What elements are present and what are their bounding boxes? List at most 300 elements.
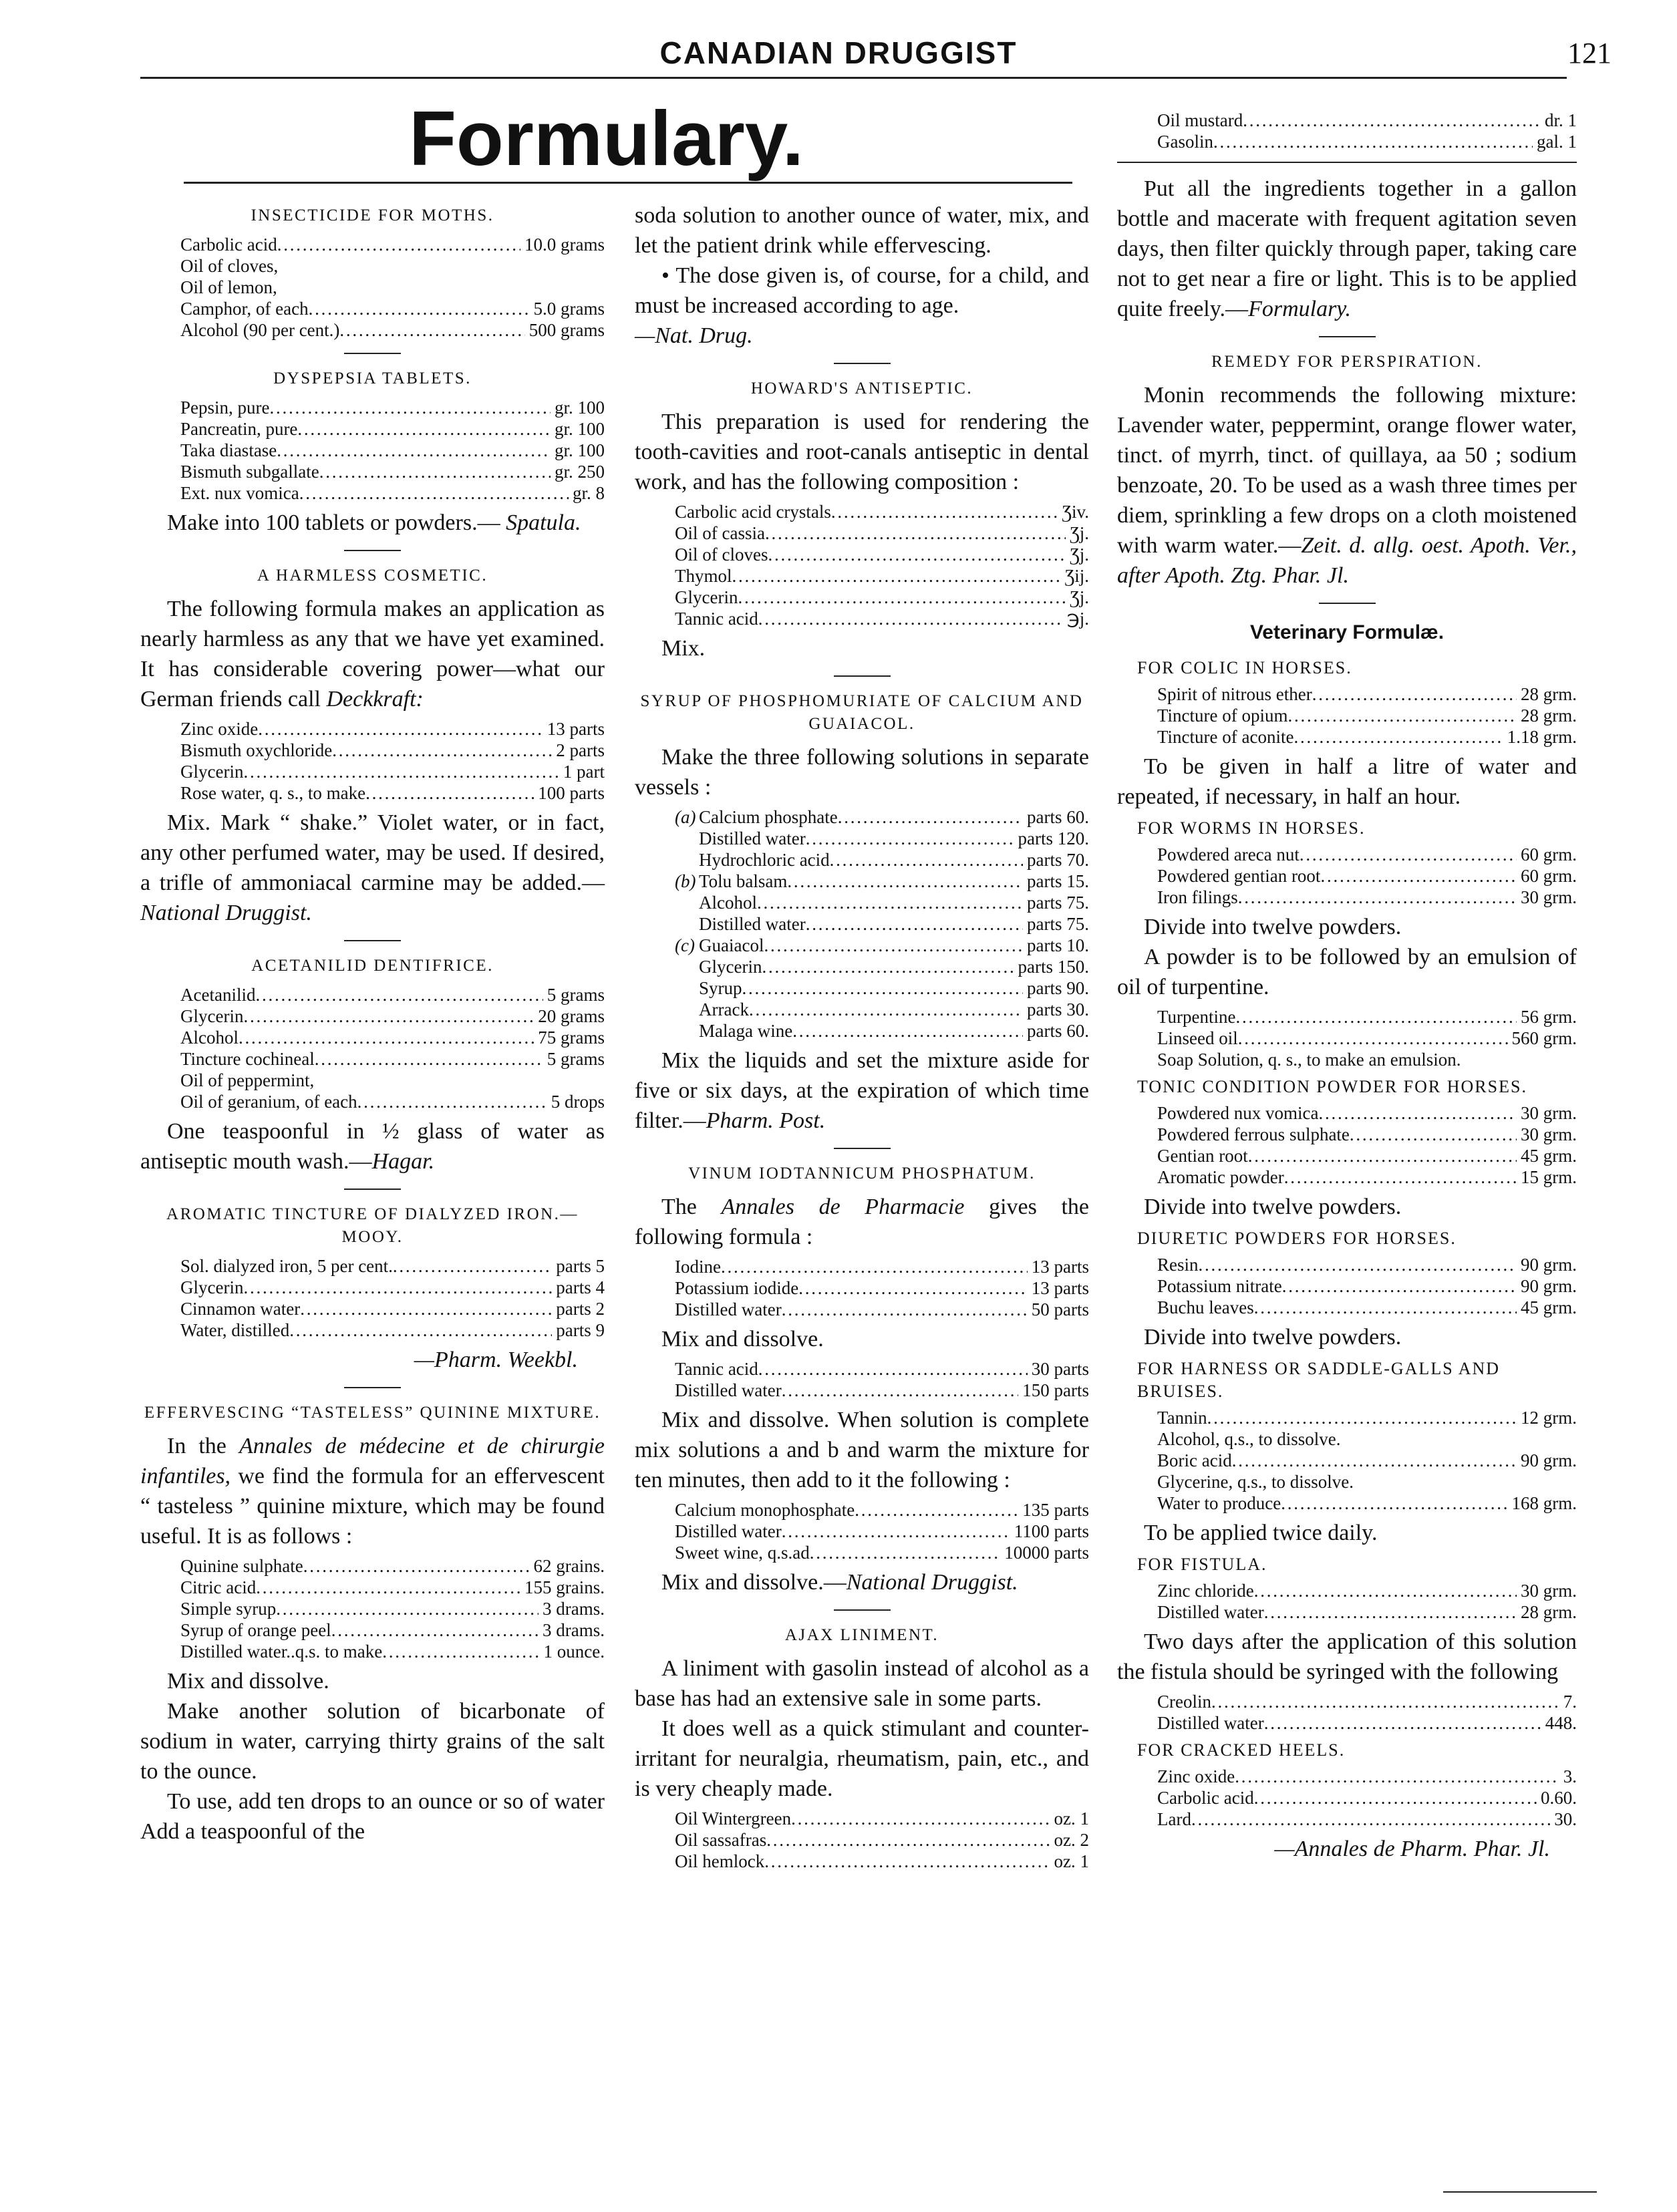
ingredient-name: Potassium nitrate (1157, 1276, 1282, 1296)
recipe-line (1157, 1471, 1577, 1492)
ingredient-amount: 5.0 grams (533, 299, 605, 319)
ingredient-amount: 20 grams (538, 1006, 605, 1026)
recipe-line (180, 761, 605, 782)
ingredient-name: Alcohol (699, 893, 757, 913)
leader-dots (1232, 1450, 1517, 1471)
leader-dots (732, 565, 1061, 587)
leader-dots (738, 587, 1066, 608)
ingredient-name: Powdered nux vomica (1157, 1103, 1319, 1123)
ingredient-name: Powdered ferrous sulphate (1157, 1124, 1350, 1144)
ingredient-name: Distilled water..q.s. to make (180, 1641, 383, 1662)
recipe-line (180, 1619, 605, 1641)
recipe-line (180, 782, 605, 804)
ingredient-name: Sol. dialyzed iron, 5 per cent. (180, 1256, 393, 1276)
syrup-text: Make the three following solutions in separate vessels : (635, 745, 1089, 800)
leader-dots (1288, 705, 1517, 726)
recipe-line (675, 522, 1089, 544)
ingredient-name: Distilled water (675, 1299, 782, 1319)
ingredient-name: Syrup of orange peel (180, 1620, 331, 1640)
ingredient-name: Acetanilid (180, 985, 256, 1005)
ingredient-name: Tincture of opium (1157, 705, 1288, 726)
recipe-line (675, 501, 1089, 522)
separator (344, 353, 401, 354)
leader-dots (782, 1521, 1010, 1542)
recipe-line (1157, 705, 1577, 726)
vinum-text-2: Mix and dissolve. When solution is complete mix solutions a and b and warm the mixture for ten minutes, then add to it the following : (635, 1408, 1089, 1492)
ingredient-name: Distilled water (699, 828, 806, 848)
ingredient-amount: 5 drops (551, 1092, 605, 1112)
leader-dots (1243, 110, 1541, 131)
recipe-line (675, 1499, 1089, 1521)
recipe-line (675, 913, 1089, 935)
recipe-line (675, 999, 1089, 1020)
ingredient-name: Carbolic acid (1157, 1788, 1254, 1808)
ingredient-amount: 500 grams (528, 320, 605, 340)
recipe-group-label: (b) (675, 871, 696, 891)
leader-dots (1281, 1492, 1507, 1514)
recipe-line (1157, 1028, 1577, 1049)
ingredient-amount: 5 grams (547, 985, 605, 1005)
recipe-line (675, 871, 1089, 892)
ingredient-name: Oil of cassia (675, 523, 765, 543)
ingredient-amount: oz. 2 (1054, 1830, 1089, 1850)
recipe-line (180, 1048, 605, 1070)
recipe-line (1157, 110, 1577, 131)
page-number: 121 (1567, 37, 1612, 69)
recipe-line (1157, 1601, 1577, 1623)
ingredient-amount: 1 ounce. (543, 1641, 605, 1662)
ingredient-amount: Ʒij. (1064, 566, 1089, 586)
recipe-line (1157, 1428, 1577, 1450)
leader-dots (339, 319, 524, 341)
ingredient-amount: parts 150. (1018, 957, 1089, 977)
dentifrice-text: One teaspoonful in ½ glass of water as antiseptic mouth wash.—Hagar. (140, 1119, 605, 1174)
heels-source: —Annales de Pharm. Phar. Jl. (1274, 1837, 1550, 1861)
separator (344, 1387, 401, 1388)
recipe-line (180, 1319, 605, 1341)
ingredient-name: Rose water, q. s., to make (180, 783, 366, 803)
ingredient-name: Oil of geranium, of each (180, 1092, 357, 1112)
ingredient-name: Guaiacol (699, 935, 764, 955)
leader-dots (1293, 726, 1503, 748)
ingredient-name: Distilled water (699, 914, 806, 934)
recipe-line (180, 1027, 605, 1048)
recipe-line (180, 1255, 605, 1277)
ingredient-name: Bismuth oxychloride (180, 740, 333, 760)
ingredient-amount: parts 60. (1027, 807, 1089, 827)
ingredient-amount: 45 grm. (1521, 1297, 1577, 1317)
ingredient-amount: parts 120. (1018, 828, 1089, 848)
ingredient-name: Water to produce (1157, 1493, 1281, 1513)
recipe-line (180, 298, 605, 319)
leader-dots (757, 892, 1023, 913)
recipe-line (675, 1542, 1089, 1563)
recipe-diuretic (1117, 1254, 1577, 1318)
ingredient-amount: parts 30. (1027, 999, 1089, 1019)
recipe-line (1157, 1766, 1577, 1787)
quinine-text-1: Mix and dissolve. (167, 1669, 329, 1694)
recipe-line (180, 740, 605, 761)
recipe-line (1157, 1006, 1577, 1028)
ingredient-amount: parts 75. (1027, 893, 1089, 913)
ingredient-amount: 448. (1545, 1713, 1577, 1733)
ingredient-name: Taka diastase (180, 440, 277, 460)
ingredient-amount: gr. 100 (554, 419, 605, 439)
recipe-line (180, 482, 605, 504)
ingredient-name: Turpentine (1157, 1007, 1236, 1027)
heading-quinine: EFFERVESCING “TASTELESS” QUININE MIXTURE. (144, 1404, 601, 1422)
ingredient-name: Iodine (675, 1257, 721, 1277)
leader-dots (765, 522, 1066, 544)
ingredient-amount: 3 drams. (543, 1599, 605, 1619)
ingredient-amount: 13 parts (547, 719, 605, 739)
heading-cosmetic: A HARMLESS COSMETIC. (257, 567, 488, 585)
leader-dots (1207, 1407, 1517, 1428)
diuretic-text: Divide into twelve powders. (1144, 1325, 1402, 1350)
separator (834, 1148, 891, 1149)
separator (1319, 603, 1376, 604)
quinine-continued: soda solution to another ounce of water, mix, and let the patient drink while effervescing. (635, 203, 1089, 258)
heading-dyspepsia: DYSPEPSIA TABLETS. (273, 369, 472, 387)
heading-fistula: FOR FISTULA. (1137, 1555, 1267, 1574)
recipe-line (180, 1277, 605, 1298)
recipe-line (1157, 131, 1577, 152)
heading-moths: INSECTICIDE FOR MOTHS. (251, 206, 494, 224)
recipe-line (675, 608, 1089, 629)
ingredient-amount: 10.0 grams (524, 234, 605, 255)
recipe-ajax-continued (1117, 110, 1577, 152)
leader-dots (258, 718, 543, 740)
leader-dots (1264, 1712, 1541, 1734)
column-1 (140, 200, 605, 1847)
recipe-line (675, 977, 1089, 999)
ingredient-name: Syrup (699, 978, 742, 998)
recipe-group-label: (c) (675, 935, 695, 955)
ajax-directions: Put all the ingredients together in a gallon bottle and macerate with frequent agitation seven days, then filter quickly through paper, taking care not to get near a fire or light. This is to be applied quite freely.—Formulary. (1117, 176, 1577, 321)
ingredient-name: Oil Wintergreen (675, 1808, 792, 1829)
recipe-line (1157, 683, 1577, 705)
leader-dots (830, 849, 1023, 871)
ingredient-amount: oz. 1 (1054, 1851, 1089, 1871)
recipe-line (1157, 1407, 1577, 1428)
recipe-fistula-2 (1117, 1691, 1577, 1734)
heading-worms: FOR WORMS IN HORSES. (1137, 818, 1366, 838)
recipe-worms (1117, 844, 1577, 908)
recipe-line (1157, 726, 1577, 748)
ingredient-name: Glycerin (180, 1277, 244, 1297)
leader-dots (1236, 1006, 1517, 1028)
leader-dots (300, 1298, 552, 1319)
recipe-line (1157, 1492, 1577, 1514)
recipe-line (180, 1091, 605, 1112)
recipe-line (180, 234, 605, 255)
leader-dots (277, 234, 520, 255)
ingredient-name: Alcohol (180, 1028, 239, 1048)
ingredient-amount: Ʒj. (1070, 587, 1089, 607)
ingredient-amount: 90 grm. (1521, 1255, 1577, 1275)
leader-dots (319, 461, 551, 482)
ingredient-name: Zinc oxide (180, 719, 259, 739)
syrup-group-a (675, 806, 1089, 871)
leader-dots (332, 740, 552, 761)
ingredient-name: Powdered areca nut (1157, 844, 1300, 864)
recipe-line (1157, 1049, 1577, 1070)
ingredient-amount: 30 grm. (1521, 887, 1577, 907)
heading-syrup: SYRUP OF PHOSPHOMURIATE OF CALCIUM AND GUAIACOL. (640, 692, 1084, 733)
recipe-vinum-3 (635, 1499, 1089, 1563)
leader-dots (243, 1277, 552, 1298)
ingredient-name: Hydrochloric acid (699, 850, 830, 870)
recipe-line (1157, 844, 1577, 865)
ingredient-amount: 135 parts (1022, 1500, 1089, 1520)
ajax-text-1: A liniment with gasolin instead of alcohol as a base has had an extensive sale in some parts. (635, 1656, 1089, 1711)
ingredient-amount: 2 parts (556, 740, 605, 760)
recipe-quinine (140, 1555, 605, 1662)
leader-dots (1238, 887, 1517, 908)
leader-dots (1300, 844, 1517, 865)
vinum-intro: The Annales de Pharmacie gives the following formula : (635, 1195, 1090, 1249)
recipe-line (675, 587, 1089, 608)
ingredient-name: Calcium phosphate (699, 807, 838, 827)
quinine-intro: In the Annales de médecine et de chirurgie infantiles, we find the formula for an effervescent “ tasteless ” quinine mixture, which may be found useful. It is as follows : (140, 1434, 605, 1549)
ingredient-amount: parts 90. (1027, 978, 1089, 998)
leader-dots (303, 1555, 530, 1577)
recipe-dyspepsia (140, 397, 605, 504)
recipe-line (180, 1555, 605, 1577)
leader-dots (1282, 1275, 1517, 1297)
recipe-line (675, 1358, 1089, 1380)
ingredient-name: Potassium iodide (675, 1278, 799, 1298)
footer-rule (1443, 2191, 1597, 2193)
ingredient-amount: 90 grm. (1521, 1276, 1577, 1296)
recipe-line (180, 277, 605, 298)
heading-perspiration: REMEDY FOR PERSPIRATION. (1211, 353, 1483, 371)
cosmetic-intro: The following formula makes an application as nearly harmless as any that we have yet examined. It has considerable covering power—what our German friends call Deckkraft: (140, 597, 605, 712)
ingredient-amount: 0.60. (1541, 1788, 1577, 1808)
leader-dots (721, 1256, 1028, 1277)
ingredient-name: Oil of cloves, (180, 256, 279, 276)
title-rule (184, 182, 1072, 184)
separator (834, 675, 891, 677)
leader-dots (331, 1619, 539, 1641)
ingredient-amount: 5 grams (547, 1049, 605, 1069)
harness-text: To be applied twice daily. (1144, 1521, 1378, 1545)
ingredient-amount: 30 parts (1031, 1359, 1089, 1379)
ingredient-amount: 100 parts (538, 783, 605, 803)
ingredient-amount: gr. 8 (572, 483, 605, 503)
leader-dots (1199, 1254, 1517, 1275)
ingredient-amount: 1 part (563, 762, 605, 782)
ingredient-amount: gr. 250 (554, 462, 605, 482)
leader-dots (742, 977, 1024, 999)
ingredient-amount: 28 grm. (1521, 684, 1577, 704)
leader-dots (758, 1358, 1028, 1380)
leader-dots (749, 999, 1023, 1020)
recipe-line (675, 1829, 1089, 1851)
recipe-group-label (675, 999, 699, 1020)
recipe-line (180, 440, 605, 461)
recipe-line (180, 1598, 605, 1619)
recipe-group-label (675, 1020, 699, 1042)
recipe-group-label (675, 956, 699, 977)
ingredient-amount: 15 grm. (1521, 1167, 1577, 1187)
separator (1319, 336, 1376, 337)
ingredient-name: Resin (1157, 1255, 1199, 1275)
ingredient-amount: 75 grams (538, 1028, 605, 1048)
ingredient-name: Glycerin (699, 957, 762, 977)
ingredient-name: Glycerin (180, 1006, 244, 1026)
recipe-tonic (1117, 1102, 1577, 1188)
ingredient-amount: 155 grains. (524, 1577, 605, 1597)
ingredient-name: Oil mustard (1157, 110, 1243, 130)
page-title: Formulary. (409, 95, 804, 182)
heading-veterinary: Veterinary Formulæ. (1249, 621, 1444, 643)
recipe-group-label (675, 913, 699, 935)
vinum-text-1: Mix and dissolve. (661, 1327, 824, 1352)
leader-dots (289, 1319, 552, 1341)
ingredient-name: Distilled water (1157, 1602, 1264, 1622)
fistula-text: Two days after the application of this solution the fistula should be syringed with the following (1117, 1629, 1577, 1684)
leader-dots (382, 1641, 539, 1662)
ingredient-amount: 1.18 grm. (1507, 727, 1577, 747)
leader-dots (1238, 1028, 1508, 1049)
leader-dots (1254, 1580, 1517, 1601)
leader-dots (766, 1829, 1050, 1851)
ingredient-name: Tincture of aconite (1157, 727, 1294, 747)
recipe-group-label (675, 892, 699, 913)
ingredient-amount: 12 grm. (1521, 1408, 1577, 1428)
ingredient-amount: parts 5 (556, 1256, 605, 1276)
ingredient-amount: 30 grm. (1521, 1581, 1577, 1601)
ingredient-name: Zinc chloride (1157, 1581, 1254, 1601)
leader-dots (255, 984, 543, 1005)
recipe-line (675, 828, 1089, 849)
ingredient-name: Glycerin (180, 762, 244, 782)
heading-vinum: VINUM IODTANNICUM PHOSPHATUM. (688, 1164, 1036, 1182)
recipe-line (1157, 1787, 1577, 1808)
recipe-iron (140, 1255, 605, 1341)
ingredient-name: Spirit of nitrous ether (1157, 684, 1312, 704)
recipe-line (180, 319, 605, 341)
ingredient-name: Sweet wine, q.s.ad (675, 1543, 810, 1563)
ingredient-name: Tincture cochineal (180, 1049, 315, 1069)
heading-dentifrice: ACETANILID DENTIFRICE. (251, 957, 494, 975)
recipe-line (180, 397, 605, 418)
quinine-text-3: To use, add ten drops to an ounce or so of water Add a teaspoonful of the (140, 1789, 605, 1844)
leader-dots (1284, 1166, 1517, 1188)
leader-dots (810, 1542, 1001, 1563)
ingredient-amount: 28 grm. (1521, 705, 1577, 726)
ingredient-amount: 90 grm. (1521, 1450, 1577, 1470)
separator (834, 1609, 891, 1611)
ingredient-amount: 3 drams. (543, 1620, 605, 1640)
ingredient-amount: parts 60. (1027, 1021, 1089, 1041)
recipe-line (1157, 1808, 1577, 1830)
ingredient-amount: 3. (1563, 1766, 1577, 1786)
ingredient-amount: parts 75. (1027, 914, 1089, 934)
howard-text: This preparation is used for rendering the tooth-cavities and root-canals antiseptic in dental work, and has the following composition : (635, 410, 1089, 494)
ingredient-amount: 150 parts (1022, 1380, 1089, 1400)
separator (344, 940, 401, 941)
header-rule (140, 77, 1567, 79)
ingredient-amount: 10000 parts (1004, 1543, 1089, 1563)
ingredient-name: Thymol (675, 566, 732, 586)
ingredient-name: Gentian root (1157, 1146, 1248, 1166)
ingredient-name: Pepsin, pure (180, 398, 270, 418)
heading-ajax: AJAX LINIMENT. (784, 1626, 939, 1644)
recipe-line (1157, 1145, 1577, 1166)
recipe-heels (1117, 1766, 1577, 1830)
ingredient-name: Glycerin (675, 587, 738, 607)
iron-source: —Pharm. Weekbl. (414, 1348, 578, 1372)
leader-dots (758, 608, 1063, 629)
recipe-line (1157, 1166, 1577, 1188)
recipe-line (1157, 1712, 1577, 1734)
ingredient-amount: 560 grm. (1511, 1028, 1577, 1048)
heading-diuretic: DIURETIC POWDERS FOR HORSES. (1137, 1229, 1457, 1248)
ingredient-name: Oil of peppermint, (180, 1070, 315, 1090)
ingredient-name: Oil of cloves (675, 544, 768, 565)
ingredient-amount: gr. 100 (554, 440, 605, 460)
leader-dots (239, 1027, 534, 1048)
ingredient-name: Oil hemlock (675, 1851, 765, 1871)
recipe-moths (140, 234, 605, 341)
ingredient-amount: parts 4 (556, 1277, 605, 1297)
leader-dots (1254, 1297, 1517, 1318)
recipe-line (180, 418, 605, 440)
ingredient-name: Tolu balsam (699, 871, 788, 891)
recipe-line (180, 1577, 605, 1598)
ingredient-name: Carbolic acid (180, 234, 277, 255)
recipe-dentifrice (140, 984, 605, 1112)
leader-dots (1350, 1124, 1517, 1145)
recipe-line (675, 1521, 1089, 1542)
separator (344, 550, 401, 551)
worms-text-1: Divide into twelve powders. (1144, 915, 1402, 939)
howard-mix: Mix. (661, 636, 706, 661)
recipe-group-label (675, 828, 699, 849)
ingredient-name: Alcohol, q.s., to dissolve. (1157, 1429, 1341, 1449)
quinine-text-2: Make another solution of bicarbonate of sodium in water, carrying thirty grains of the salt to the ounce. (140, 1699, 605, 1784)
leader-dots (806, 828, 1014, 849)
ingredient-name: Distilled water (675, 1521, 782, 1541)
leader-dots (277, 440, 551, 461)
recipe-line (675, 806, 1089, 828)
heading-iron: AROMATIC TINCTURE OF DIALYZED IRON.—MOOY. (166, 1205, 579, 1246)
ingredient-amount: oz. 1 (1054, 1808, 1089, 1829)
leader-dots (357, 1091, 547, 1112)
recipe-line (1157, 1297, 1577, 1318)
leader-dots (1191, 1808, 1550, 1830)
ingredient-amount: parts 70. (1027, 850, 1089, 870)
recipe-line (180, 1641, 605, 1662)
leader-dots (764, 935, 1023, 956)
ingredient-amount: 30 grm. (1521, 1103, 1577, 1123)
ingredient-amount: dr. 1 (1544, 110, 1577, 130)
recipe-group-label: (a) (675, 807, 696, 827)
recipe-ajax (635, 1808, 1089, 1872)
ingredient-name: Ext. nux vomica (180, 483, 299, 503)
recipe-line (675, 1256, 1089, 1277)
ingredient-amount: 45 grm. (1521, 1146, 1577, 1166)
ingredient-amount: 30 grm. (1521, 1124, 1577, 1144)
ingredient-name: Alcohol (90 per cent.) (180, 320, 340, 340)
leader-dots (1312, 683, 1517, 705)
leader-dots (768, 544, 1066, 565)
cosmetic-text: Mix. Mark “ shake.” Violet water, or in fact, any other perfumed water, may be used. If desired, a trifle of ammoniacal carmine may be added.—National Druggist. (140, 810, 605, 925)
ingredient-name: Boric acid (1157, 1450, 1232, 1470)
recipe-line (1157, 1275, 1577, 1297)
